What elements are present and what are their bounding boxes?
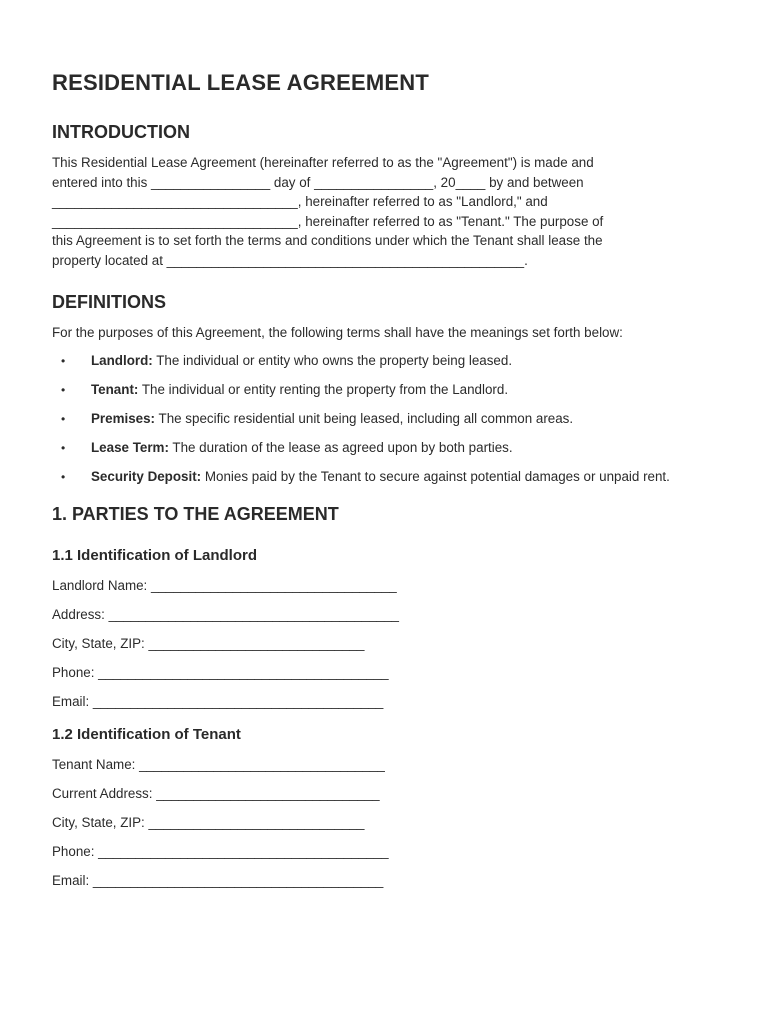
landlord-phone-field: Phone: _______________________________________ xyxy=(52,665,389,680)
definition-text: The individual or entity renting the property from the Landlord. xyxy=(138,381,509,397)
definition-term: Premises: xyxy=(91,410,156,426)
bullet-icon: • xyxy=(61,382,66,397)
tenant-current-address-field: Current Address: ______________________________ xyxy=(52,785,380,801)
tenant-email-field: Email: _______________________________________ xyxy=(52,872,384,888)
definition-item xyxy=(52,351,712,371)
definition-item xyxy=(52,380,712,400)
bullet-icon: • xyxy=(61,469,66,484)
document-page xyxy=(52,70,712,904)
landlord-city-state-zip-field: City, State, ZIP: _____________________________ xyxy=(52,636,365,651)
definition-text: The specific residential unit being leased, including all common areas. xyxy=(155,410,574,426)
introduction-line: This Residential Lease Agreement (hereinafter referred to as the "Agreement") is made and xyxy=(52,155,594,170)
definition-term: Security Deposit: xyxy=(91,468,202,484)
parties-heading: 1. PARTIES TO THE AGREEMENT xyxy=(52,504,339,524)
introduction-line: property located at ________________________________________________. xyxy=(52,252,528,268)
definition-text: The duration of the lease as agreed upon by both parties. xyxy=(168,439,513,455)
tenant-identification-heading: 1.2 Identification of Tenant xyxy=(52,725,241,743)
definition-text: Monies paid by the Tenant to secure against potential damages or unpaid rent. xyxy=(201,468,670,484)
tenant-phone-field: Phone: _______________________________________ xyxy=(52,843,389,859)
parties-section xyxy=(52,504,712,890)
definitions-lead: For the purposes of this Agreement, the following terms shall have the meanings set forth below: xyxy=(52,325,623,340)
landlord-identification xyxy=(52,547,712,712)
introduction-line: this Agreement is to set forth the terms and conditions under which the Tenant shall lease the xyxy=(52,233,603,248)
bullet-icon: • xyxy=(61,411,66,426)
landlord-email-field: Email: _______________________________________ xyxy=(52,694,384,709)
definition-term: Landlord: xyxy=(91,352,153,368)
introduction-line: entered into this ________________ day of ________________, 20____ by and between xyxy=(52,174,584,190)
definitions-list xyxy=(52,351,712,487)
definition-text: The individual or entity who owns the property being leased. xyxy=(152,352,513,368)
definition-item xyxy=(52,438,712,458)
tenant-name-field: Tenant Name: _________________________________ xyxy=(52,756,385,772)
introduction-paragraph xyxy=(52,153,712,270)
document-title: RESIDENTIAL LEASE AGREEMENT xyxy=(52,70,429,95)
definition-item xyxy=(52,409,712,429)
definitions-heading: DEFINITIONS xyxy=(52,292,167,312)
landlord-identification-heading: 1.1 Identification of Landlord xyxy=(52,547,258,564)
landlord-name-field: Landlord Name: _________________________________ xyxy=(52,578,397,593)
tenant-city-state-zip-field: City, State, ZIP: _____________________________ xyxy=(52,814,365,830)
introduction-line: _________________________________, hereinafter referred to as "Tenant." The purpose of xyxy=(52,213,604,229)
definition-item xyxy=(52,467,712,487)
bullet-icon: • xyxy=(61,353,66,368)
introduction-section xyxy=(52,122,712,270)
bullet-icon: • xyxy=(61,440,66,455)
introduction-line: _________________________________, hereinafter referred to as "Landlord," and xyxy=(52,194,548,209)
introduction-heading: INTRODUCTION xyxy=(52,122,190,142)
definitions-section xyxy=(52,292,712,486)
tenant-identification xyxy=(52,726,712,891)
definition-term: Tenant: xyxy=(91,381,139,397)
landlord-address-field: Address: _______________________________________ xyxy=(52,607,400,622)
definition-term: Lease Term: xyxy=(91,439,169,455)
